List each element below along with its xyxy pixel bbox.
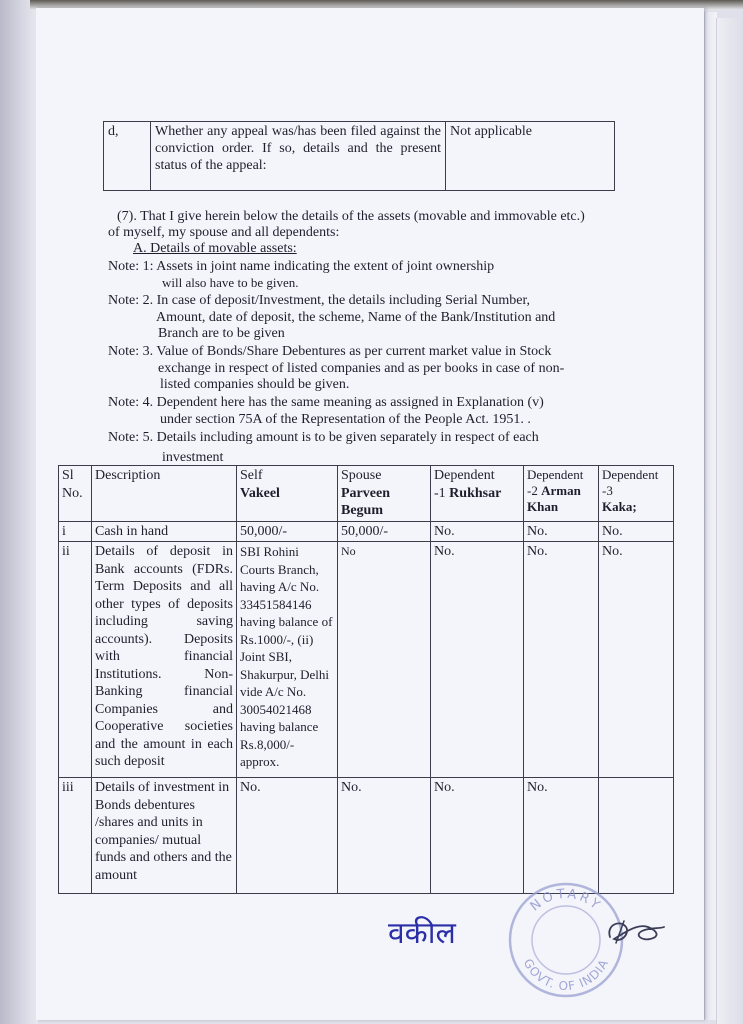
svg-text:वकील: वकील bbox=[388, 916, 456, 951]
table-row bbox=[59, 542, 674, 778]
cell-description: Cash in hand bbox=[92, 521, 237, 542]
cell-description: Details of deposit in Bank accounts (FDRs. Term Deposits and all other types of deposits including saving accounts). Deposits with financial Institutions. Non-Banking financial Companies and Cooperative societies and the amount in each such deposit bbox=[92, 542, 237, 778]
table-header-row bbox=[59, 466, 674, 522]
page-edge bbox=[716, 18, 743, 1024]
cell-dependent-3: No. bbox=[599, 521, 674, 542]
table-row bbox=[59, 778, 674, 894]
cell-self: SBI Rohini Courts Branch, having A/c No. 33451584146 having balance of Rs.1000/-, (ii) Joint SBI, Shakurpur, Delhi vide A/c No. 30054021468 having balance Rs.8,000/- approx. bbox=[237, 542, 338, 778]
initials-signature bbox=[604, 913, 666, 953]
note-text: Note: 5. Details including amount is to be given separately in respect of each bbox=[108, 430, 539, 445]
cell-self: No. bbox=[237, 778, 338, 894]
note-text: Note: 2. In case of deposit/Investment, the details including Serial Number, bbox=[108, 293, 531, 308]
cell-dependent-1: No. bbox=[431, 521, 524, 542]
cell-self: 50,000/- bbox=[237, 521, 338, 542]
cell-spouse: No. bbox=[338, 778, 431, 894]
appeal-answer: Not applicable bbox=[446, 122, 615, 191]
handwritten-signature bbox=[386, 905, 458, 955]
intro-line: (7). That I give herein below the details of the assets (movable and immovable etc.) bbox=[117, 209, 585, 224]
svg-text:NOTARY: NOTARY bbox=[527, 886, 605, 915]
note-text: Amount, date of deposit, the scheme, Name of the Bank/Institution and bbox=[156, 310, 556, 325]
movable-assets-table bbox=[58, 465, 674, 894]
cell-dependent-3 bbox=[599, 778, 674, 894]
svg-text:GOVT. OF INDIA: GOVT. OF INDIA bbox=[520, 956, 612, 994]
book-binding-shadow bbox=[0, 0, 38, 1024]
cell-dependent-2: No. bbox=[524, 521, 599, 542]
note-text: Note: 1: Assets in joint name indicating the extent of joint ownership bbox=[108, 259, 495, 274]
cell-dependent-1: No. bbox=[431, 778, 524, 894]
note-text: investment bbox=[162, 450, 224, 465]
cell-dependent-1: No. bbox=[431, 542, 524, 778]
table-row bbox=[104, 122, 615, 191]
cell-sl: ii bbox=[59, 542, 92, 778]
note-text: will also have to be given. bbox=[162, 275, 299, 290]
cell-dependent-3: No. bbox=[599, 542, 674, 778]
header-sl: Sl No. bbox=[59, 466, 92, 522]
note-text: Note: 4. Dependent here has the same meaning as assigned in Explanation (v) bbox=[108, 395, 544, 410]
intro-line: of myself, my spouse and all dependents: bbox=[108, 225, 340, 240]
header-self: Self Vakeel bbox=[237, 466, 338, 522]
note-text: listed companies should be given. bbox=[160, 377, 350, 392]
note-text: Branch are to be given bbox=[158, 326, 285, 341]
appeal-question: Whether any appeal was/has been filed against the conviction order. If so, details and the present status of the appeal: bbox=[151, 122, 446, 191]
cell-spouse: 50,000/- bbox=[338, 521, 431, 542]
cell-dependent-2: No. bbox=[524, 778, 599, 894]
cell-dependent-2: No. bbox=[524, 542, 599, 778]
header-spouse: Spouse Parveen Begum bbox=[338, 466, 431, 522]
cell-sl: iii bbox=[59, 778, 92, 894]
cell-description: Details of investment in Bonds debentures /shares and units in companies/ mutual funds and others and the amount bbox=[92, 778, 237, 894]
header-dependent-1: Dependent -1 Rukhsar bbox=[431, 466, 524, 522]
note-text: Note: 3. Value of Bonds/Share Debentures as per current market value in Stock bbox=[108, 344, 552, 359]
header-description: Description bbox=[92, 466, 237, 522]
header-dependent-2: Dependent -2 Arman Khan bbox=[524, 466, 599, 522]
cell-sl: i bbox=[59, 521, 92, 542]
table-row bbox=[59, 521, 674, 542]
cell-spouse: No bbox=[338, 542, 431, 778]
section-heading: A. Details of movable assets: bbox=[133, 241, 297, 256]
header-dependent-3: Dependent -3 Kaka; bbox=[599, 466, 674, 522]
note-text: under section 75A of the Representation of the People Act. 1951. . bbox=[160, 412, 531, 427]
appeal-table bbox=[103, 121, 615, 191]
appeal-label: d, bbox=[104, 122, 151, 191]
note-text: exchange in respect of listed companies and as per books in case of non- bbox=[158, 361, 565, 376]
